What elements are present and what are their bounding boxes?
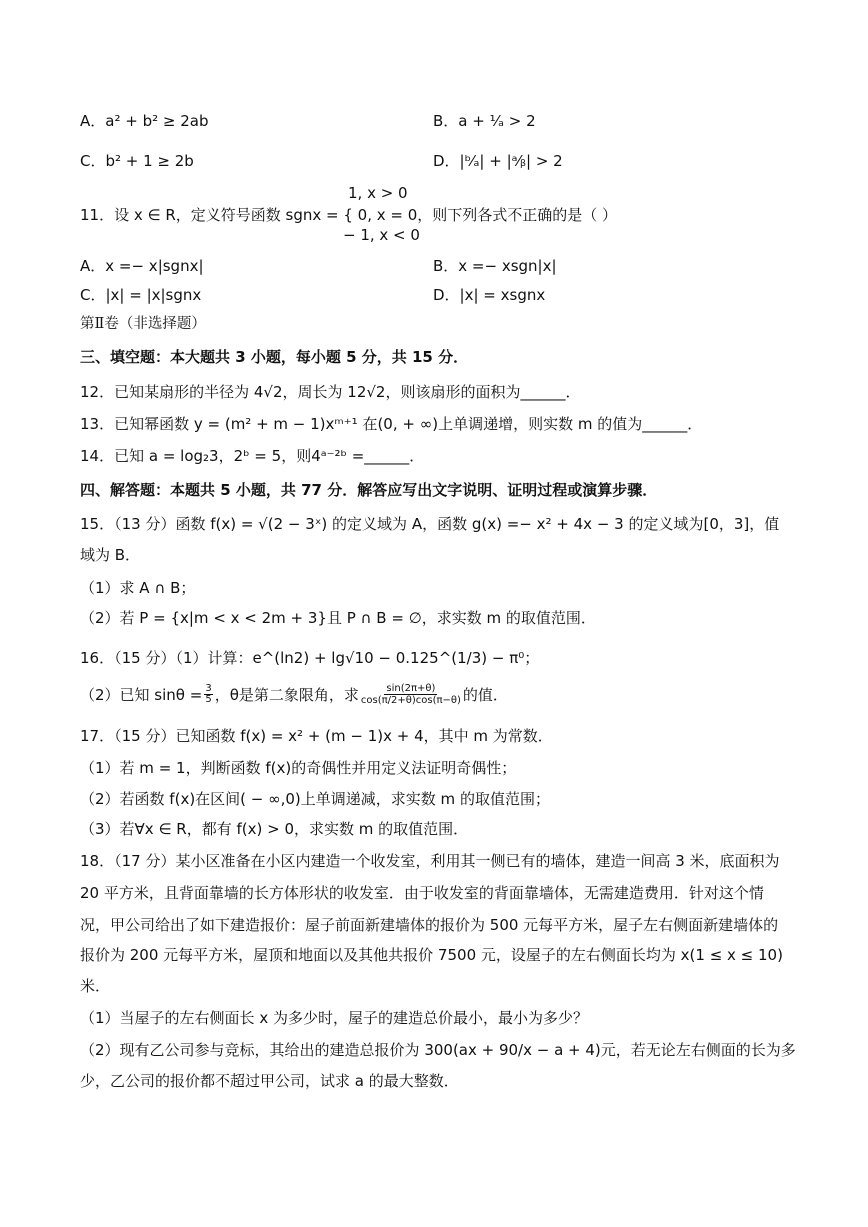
q18-line3: 况，甲公司给出了如下建造报价：屋子前面新建墙体的报价为 500 元每平方米，屋子左右侧面新建墙体的 (80, 916, 779, 934)
q15-part1: （1）求 A ∩ B； (80, 579, 196, 597)
q11-case-positive: 1, x > 0 (348, 184, 408, 202)
q17-part1: （1）若 m = 1，判断函数 f(x)的奇偶性并用定义法证明奇偶性； (80, 759, 517, 777)
q17-part2: （2）若函数 f(x)在区间( − ∞,0)上单调递减，求实数 m 的取值范围； (80, 790, 550, 808)
q16-part2-text-c: 的值． (462, 685, 508, 704)
q16-part2 (80, 683, 508, 706)
q14: 14．已知 a = log₂3，2ᵇ = 5，则4ᵃ⁻²ᵇ =______． (80, 447, 425, 465)
q16-line1: 16．（15 分）（1）计算：e^(ln2) + lg√10 − 0.125^(1/3) − π⁰； (80, 649, 540, 667)
q18-line4: 报价为 200 元每平方米，屋顶和地面以及其他共报价 7500 元，设屋子的左右侧面长均为 x(1 ≤ x ≤ 10) (80, 946, 783, 964)
q11-option-d: D．|x| = xsgnx (433, 286, 546, 304)
part2-title: 第Ⅱ卷（非选择题） (80, 316, 206, 332)
q10-option-b: B．a + ¹⁄ₐ > 2 (433, 112, 536, 130)
q18-line5: 米． (80, 977, 111, 995)
q11-option-c: C．|x| = |x|sgnx (80, 286, 202, 304)
q15-line1: 15．（13 分）函数 f(x) = √(2 − 3ˣ) 的定义域为 A，函数 g(x) =− x² + 4x − 3 的定义域为[0，3]，值 (80, 515, 780, 533)
q18-line1: 18．（17 分）某小区准备在小区内建造一个收发室，利用其一侧已有的墙体，建造一间高 3 米，底面积为 (80, 852, 780, 870)
q13: 13．已知幂函数 y = (m² + m − 1)xᵐ⁺¹ 在(0, + ∞)上单调递增，则实数 m 的值为______． (80, 415, 703, 433)
q10-option-c: C．b² + 1 ≥ 2b (80, 152, 194, 170)
q18-part2-a: （2）现有乙公司参与竞标，其给出的建造总报价为 300(ax + 90/x − a + 4)元，若无论左右侧面的长为多 (80, 1041, 796, 1059)
q12: 12．已知某扇形的半径为 4√2，周长为 12√2，则该扇形的面积为______． (80, 383, 581, 401)
q16-fraction-expr (361, 683, 461, 706)
q16-expr-num: sin(2π+θ) (386, 683, 436, 694)
q11-option-b: B．x =− xsgn|x| (433, 257, 557, 275)
q10-option-d: D．|ᵇ⁄ₐ| + |ᵃ⁄ᵦ| > 2 (433, 152, 563, 170)
q16-part2-text-a: （2）已知 sinθ = (80, 685, 203, 704)
q11-stem: 11．设 x ∈ R，定义符号函数 sgnx = { 0, x = 0，则下列各式不正确的是（ ） (80, 206, 618, 224)
section4-title: 四、解答题：本题共 5 小题，共 77 分．解答应写出文字说明、证明过程或演算步骤． (80, 481, 658, 499)
q17-line1: 17．（15 分）已知函数 f(x) = x² + (m − 1)x + 4，其中 m 为常数． (80, 727, 553, 745)
q18-part1: （1）当屋子的左右侧面长 x 为多少时，屋子的建造总价最小，最小为多少？ (80, 1009, 588, 1027)
q15-line2: 域为 B． (80, 546, 141, 564)
q10-option-a: A．a² + b² ≥ 2ab (80, 112, 209, 130)
q15-part2: （2）若 P = {x|m < x < 2m + 3}且 P ∩ B = ∅，求实数 m 的取值范围． (80, 609, 596, 627)
q17-part3: （3）若∀x ∈ R，都有 f(x) > 0，求实数 m 的取值范围． (80, 820, 469, 838)
q16-fraction-sin-den: 5 (205, 694, 212, 705)
q18-line2: 20 平方米，且背面靠墙的长方体形状的收发室．由于收发室的背面靠墙体，无需建造费用．针对这个情 (80, 884, 764, 902)
q16-part2-text-b: ，θ是第二象限角，求 (214, 685, 359, 704)
q16-fraction-sin (204, 684, 212, 705)
q11-option-a: A．x =− x|sgnx| (80, 257, 204, 275)
section3-title: 三、填空题：本大题共 3 小题，每小题 5 分，共 15 分． (80, 348, 469, 366)
q16-fraction-sin-num: 3 (205, 683, 212, 694)
q18-part2-b: 少，乙公司的报价都不超过甲公司，试求 a 的最大整数． (80, 1072, 459, 1090)
q11-case-negative: − 1, x < 0 (343, 226, 420, 244)
q16-expr-den: cos(π/2+θ)cos(π−θ) (360, 695, 461, 706)
